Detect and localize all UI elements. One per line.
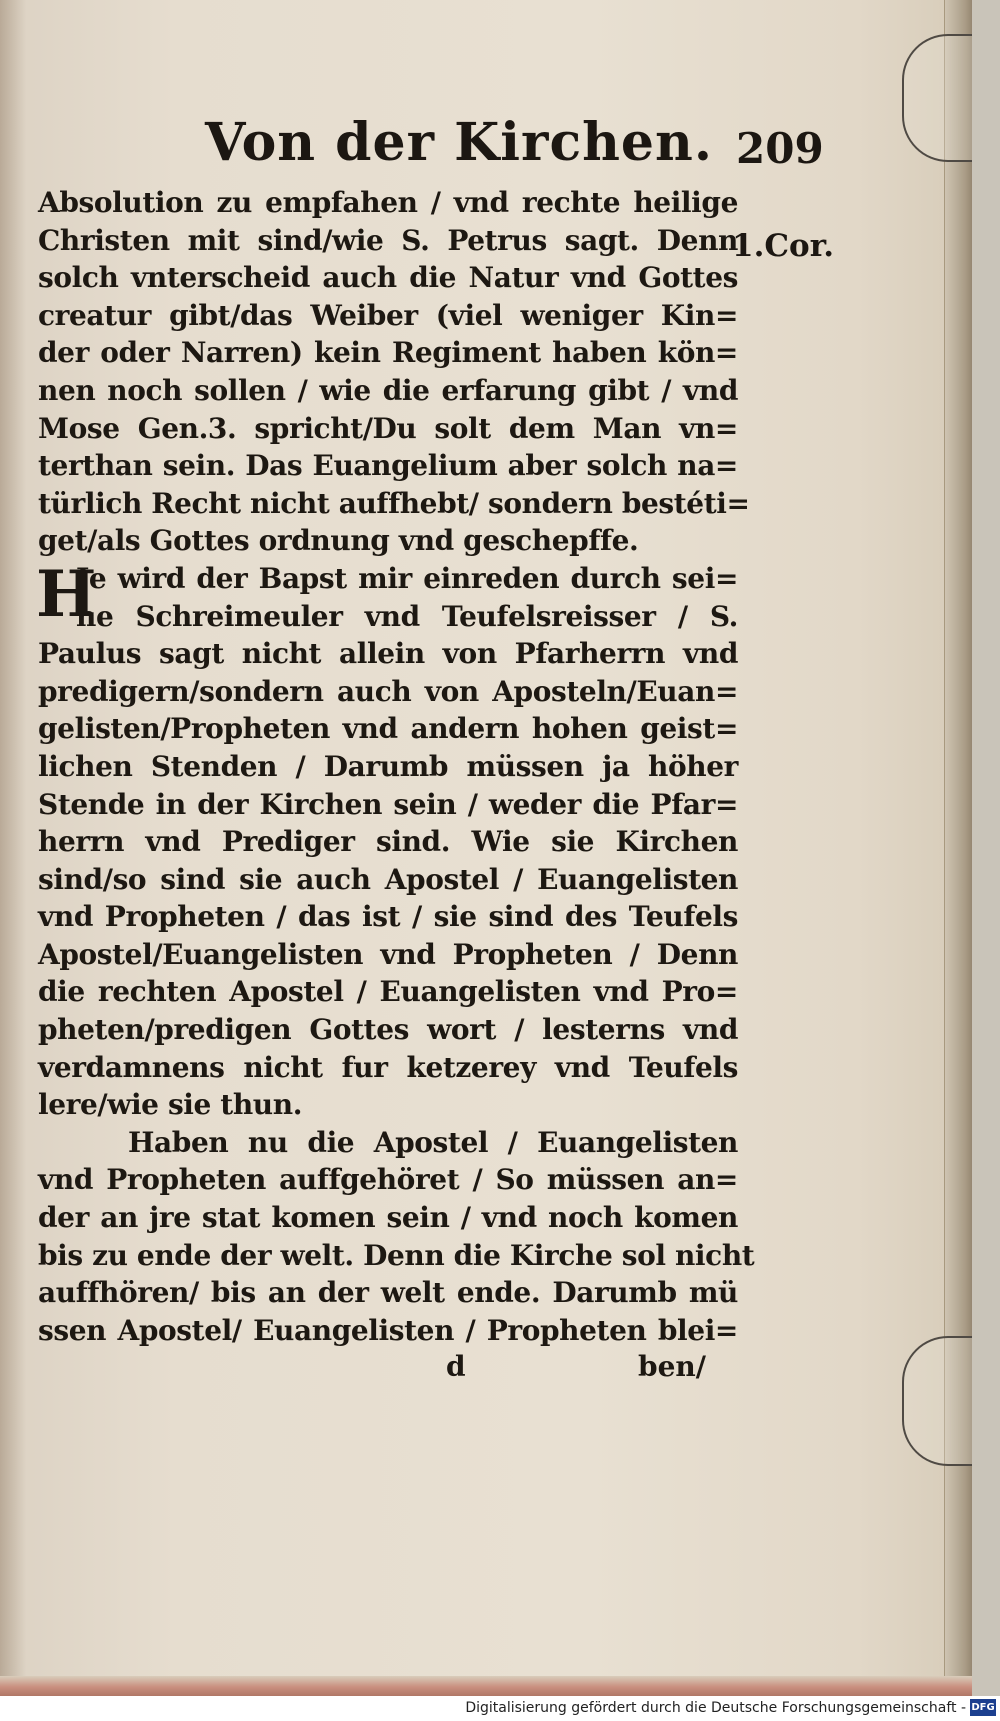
text-line: Je wird der Bapst mir einreden durch sei= bbox=[76, 561, 738, 595]
scanner-clamp-top bbox=[902, 34, 972, 162]
text-line: Christen mit sind/wie S. Petrus sagt. Denn bbox=[38, 223, 738, 257]
text-line: bis zu ende der welt. Denn die Kirche sol nicht bbox=[38, 1238, 755, 1272]
text-line: auffhören/ bis an der welt ende. Darumb mü bbox=[38, 1276, 738, 1310]
page-number: 209 bbox=[736, 124, 824, 173]
text-line: lere/wie sie thun. bbox=[38, 1088, 303, 1122]
catchword: ben/ bbox=[638, 1350, 706, 1383]
margin-note: 1.Cor. bbox=[732, 228, 834, 264]
text-line: gelisten/Propheten vnd andern hohen geist= bbox=[38, 712, 738, 746]
text-line: nen noch sollen / wie die erfarung gibt / vnd bbox=[38, 373, 738, 407]
text-line: der oder Narren) kein Regiment haben kön= bbox=[38, 336, 738, 370]
text-line: ne Schreimeuler vnd Teufelsreisser / S. bbox=[76, 599, 738, 633]
text-line: vnd Propheten / das ist / sie sind des Teufels bbox=[38, 900, 738, 934]
text-line: Paulus sagt nicht allein von Pfarherrn vnd bbox=[38, 637, 738, 671]
text-line: Stende in der Kirchen sein / weder die Pfar= bbox=[38, 787, 738, 821]
funding-credit: Digitalisierung gefördert durch die Deutsche Forschungsgemeinschaft - bbox=[465, 1700, 966, 1716]
text-line: türlich Recht nicht auffhebt/ sondern bestéti= bbox=[38, 486, 750, 520]
body-text bbox=[38, 184, 755, 1349]
text-line: get/als Gottes ordnung vnd geschepffe. bbox=[38, 524, 639, 558]
text-line: die rechten Apostel / Euangelisten vnd Pro= bbox=[38, 975, 738, 1009]
text-line: terthan sein. Das Euangelium aber solch na= bbox=[38, 449, 738, 483]
dfg-logo-icon: DFG bbox=[970, 1699, 996, 1716]
text-line: predigern/sondern auch von Aposteln/Euan= bbox=[38, 674, 738, 708]
gutter-shadow bbox=[0, 0, 26, 1696]
text-line: sind/so sind sie auch Apostel / Euangelisten bbox=[38, 862, 738, 896]
text-line: Haben nu die Apostel / Euangelisten bbox=[128, 1125, 738, 1159]
text-line: ssen Apostel/ Euangelisten / Propheten blei= bbox=[38, 1313, 738, 1347]
text-line: pheten/predigen Gottes wort / lesterns vnd bbox=[38, 1013, 738, 1047]
running-head: Von der Kirchen. bbox=[205, 112, 713, 173]
text-line: verdamnens nicht fur ketzerey vnd Teufels bbox=[38, 1050, 738, 1084]
scanner-clamp-bottom bbox=[902, 1336, 972, 1466]
text-line: solch vnterscheid auch die Natur vnd Gottes bbox=[38, 261, 738, 295]
digitization-footer bbox=[0, 1696, 1000, 1721]
text-line: vnd Propheten auffgehöret / So müssen an= bbox=[38, 1163, 738, 1197]
text-line: Mose Gen.3. spricht/Du solt dem Man vn= bbox=[38, 411, 738, 445]
text-line: lichen Stenden / Darumb müssen ja höher bbox=[38, 749, 738, 783]
text-line: creatur gibt/das Weiber (viel weniger Kin= bbox=[38, 298, 738, 332]
page-edge-bottom bbox=[0, 1676, 972, 1696]
text-line: der an jre stat komen sein / vnd noch komen bbox=[38, 1201, 738, 1235]
text-line: Apostel/Euangelisten vnd Propheten / Denn bbox=[38, 937, 738, 971]
signature-mark: d bbox=[446, 1350, 466, 1383]
text-line: herrn vnd Prediger sind. Wie sie Kirchen bbox=[38, 825, 738, 859]
text-line: Absolution zu empfahen / vnd rechte heilige bbox=[38, 186, 738, 219]
initial-letter: H bbox=[36, 557, 97, 632]
